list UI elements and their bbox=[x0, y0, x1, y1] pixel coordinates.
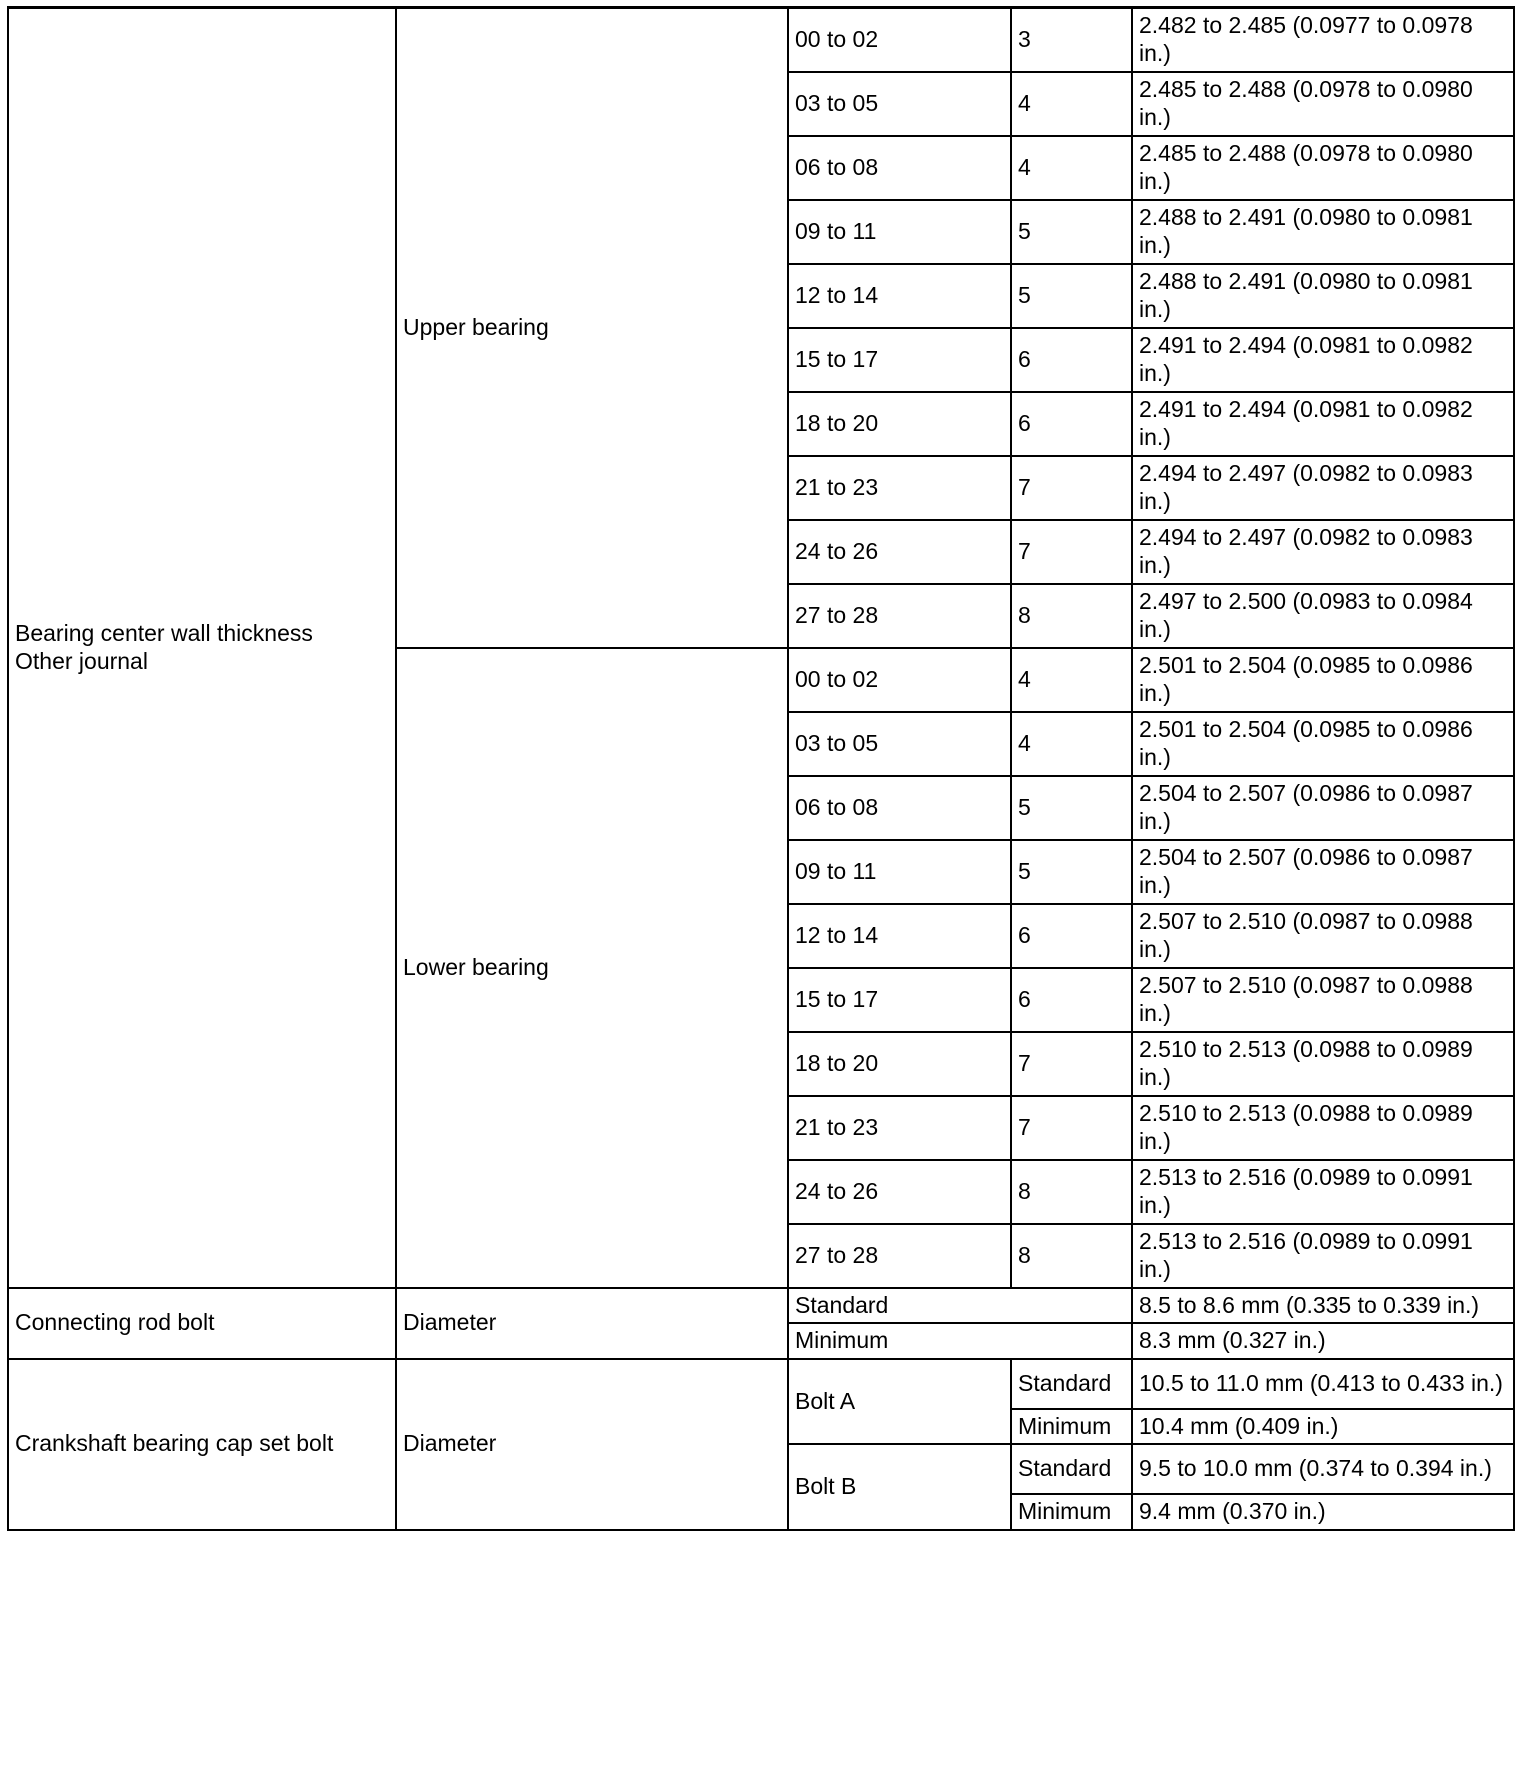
range-cell: 12 to 14 bbox=[788, 904, 1011, 968]
grade-cell: 4 bbox=[1011, 72, 1132, 136]
table-row bbox=[8, 8, 1514, 72]
thickness-value-cell: 2.507 to 2.510 (0.0987 to 0.0988 in.) bbox=[1132, 904, 1514, 968]
bolt-a-standard-value: 10.5 to 11.0 mm (0.413 to 0.433 in.) bbox=[1132, 1359, 1514, 1409]
grade-cell: 8 bbox=[1011, 1224, 1132, 1288]
range-cell: 18 to 20 bbox=[788, 1032, 1011, 1096]
grade-cell: 8 bbox=[1011, 584, 1132, 648]
range-cell: 00 to 02 bbox=[788, 8, 1011, 72]
connecting-rod-item-cell: Diameter bbox=[396, 1288, 788, 1359]
thickness-value-cell: 2.494 to 2.497 (0.0982 to 0.0983 in.) bbox=[1132, 520, 1514, 584]
bearing-group-cell: Upper bearing bbox=[396, 8, 788, 648]
connecting-rod-label-cell: Connecting rod bolt bbox=[8, 1288, 396, 1359]
range-cell: 21 to 23 bbox=[788, 1096, 1011, 1160]
thickness-value-cell: 2.494 to 2.497 (0.0982 to 0.0983 in.) bbox=[1132, 456, 1514, 520]
thickness-value-cell: 2.501 to 2.504 (0.0985 to 0.0986 in.) bbox=[1132, 648, 1514, 712]
grade-cell: 7 bbox=[1011, 1032, 1132, 1096]
minimum-label-cell: Minimum bbox=[788, 1323, 1132, 1359]
range-cell: 12 to 14 bbox=[788, 264, 1011, 328]
thickness-value-cell: 2.513 to 2.516 (0.0989 to 0.0991 in.) bbox=[1132, 1160, 1514, 1224]
grade-cell: 7 bbox=[1011, 520, 1132, 584]
grade-cell: 4 bbox=[1011, 136, 1132, 200]
bolt-b-standard-label: Standard bbox=[1011, 1444, 1132, 1494]
standard-label-cell: Standard bbox=[788, 1288, 1132, 1324]
grade-cell: 6 bbox=[1011, 328, 1132, 392]
range-cell: 27 to 28 bbox=[788, 584, 1011, 648]
standard-value-cell: 8.5 to 8.6 mm (0.335 to 0.339 in.) bbox=[1132, 1288, 1514, 1324]
bolt-a-standard-label: Standard bbox=[1011, 1359, 1132, 1409]
range-cell: 21 to 23 bbox=[788, 456, 1011, 520]
range-cell: 24 to 26 bbox=[788, 520, 1011, 584]
thickness-value-cell: 2.482 to 2.485 (0.0977 to 0.0978 in.) bbox=[1132, 8, 1514, 72]
range-cell: 09 to 11 bbox=[788, 200, 1011, 264]
grade-cell: 8 bbox=[1011, 1160, 1132, 1224]
bolt-a-cell: Bolt A bbox=[788, 1359, 1011, 1445]
grade-cell: 4 bbox=[1011, 712, 1132, 776]
thickness-value-cell: 2.501 to 2.504 (0.0985 to 0.0986 in.) bbox=[1132, 712, 1514, 776]
range-cell: 06 to 08 bbox=[788, 776, 1011, 840]
thickness-value-cell: 2.488 to 2.491 (0.0980 to 0.0981 in.) bbox=[1132, 264, 1514, 328]
thickness-value-cell: 2.485 to 2.488 (0.0978 to 0.0980 in.) bbox=[1132, 72, 1514, 136]
range-cell: 03 to 05 bbox=[788, 72, 1011, 136]
grade-cell: 5 bbox=[1011, 840, 1132, 904]
grade-cell: 6 bbox=[1011, 904, 1132, 968]
bolt-a-minimum-label: Minimum bbox=[1011, 1409, 1132, 1445]
grade-cell: 5 bbox=[1011, 200, 1132, 264]
table-body bbox=[8, 8, 1514, 1530]
spec-table bbox=[7, 6, 1515, 1531]
bolt-a-minimum-value: 10.4 mm (0.409 in.) bbox=[1132, 1409, 1514, 1445]
grade-cell: 6 bbox=[1011, 968, 1132, 1032]
thickness-value-cell: 2.488 to 2.491 (0.0980 to 0.0981 in.) bbox=[1132, 200, 1514, 264]
bolt-b-minimum-value: 9.4 mm (0.370 in.) bbox=[1132, 1494, 1514, 1530]
bearing-group-cell: Lower bearing bbox=[396, 648, 788, 1288]
thickness-value-cell: 2.485 to 2.488 (0.0978 to 0.0980 in.) bbox=[1132, 136, 1514, 200]
bolt-b-standard-value: 9.5 to 10.0 mm (0.374 to 0.394 in.) bbox=[1132, 1444, 1514, 1494]
range-cell: 15 to 17 bbox=[788, 328, 1011, 392]
range-cell: 18 to 20 bbox=[788, 392, 1011, 456]
thickness-value-cell: 2.491 to 2.494 (0.0981 to 0.0982 in.) bbox=[1132, 328, 1514, 392]
thickness-value-cell: 2.497 to 2.500 (0.0983 to 0.0984 in.) bbox=[1132, 584, 1514, 648]
minimum-value-cell: 8.3 mm (0.327 in.) bbox=[1132, 1323, 1514, 1359]
range-cell: 06 to 08 bbox=[788, 136, 1011, 200]
crankshaft-item-cell: Diameter bbox=[396, 1359, 788, 1530]
grade-cell: 5 bbox=[1011, 264, 1132, 328]
crankshaft-label-cell: Crankshaft bearing cap set bolt bbox=[8, 1359, 396, 1530]
range-cell: 03 to 05 bbox=[788, 712, 1011, 776]
section-label-cell: Bearing center wall thickness Other journal bbox=[8, 8, 396, 1288]
grade-cell: 6 bbox=[1011, 392, 1132, 456]
grade-cell: 7 bbox=[1011, 1096, 1132, 1160]
grade-cell: 3 bbox=[1011, 8, 1132, 72]
thickness-value-cell: 2.510 to 2.513 (0.0988 to 0.0989 in.) bbox=[1132, 1032, 1514, 1096]
range-cell: 15 to 17 bbox=[788, 968, 1011, 1032]
grade-cell: 5 bbox=[1011, 776, 1132, 840]
range-cell: 09 to 11 bbox=[788, 840, 1011, 904]
range-cell: 24 to 26 bbox=[788, 1160, 1011, 1224]
thickness-value-cell: 2.504 to 2.507 (0.0986 to 0.0987 in.) bbox=[1132, 840, 1514, 904]
thickness-value-cell: 2.504 to 2.507 (0.0986 to 0.0987 in.) bbox=[1132, 776, 1514, 840]
table-row bbox=[8, 1288, 1514, 1324]
thickness-value-cell: 2.491 to 2.494 (0.0981 to 0.0982 in.) bbox=[1132, 392, 1514, 456]
grade-cell: 4 bbox=[1011, 648, 1132, 712]
bolt-b-minimum-label: Minimum bbox=[1011, 1494, 1132, 1530]
thickness-value-cell: 2.510 to 2.513 (0.0988 to 0.0989 in.) bbox=[1132, 1096, 1514, 1160]
thickness-value-cell: 2.507 to 2.510 (0.0987 to 0.0988 in.) bbox=[1132, 968, 1514, 1032]
table-row bbox=[8, 1359, 1514, 1409]
range-cell: 00 to 02 bbox=[788, 648, 1011, 712]
bolt-b-cell: Bolt B bbox=[788, 1444, 1011, 1530]
range-cell: 27 to 28 bbox=[788, 1224, 1011, 1288]
thickness-value-cell: 2.513 to 2.516 (0.0989 to 0.0991 in.) bbox=[1132, 1224, 1514, 1288]
grade-cell: 7 bbox=[1011, 456, 1132, 520]
